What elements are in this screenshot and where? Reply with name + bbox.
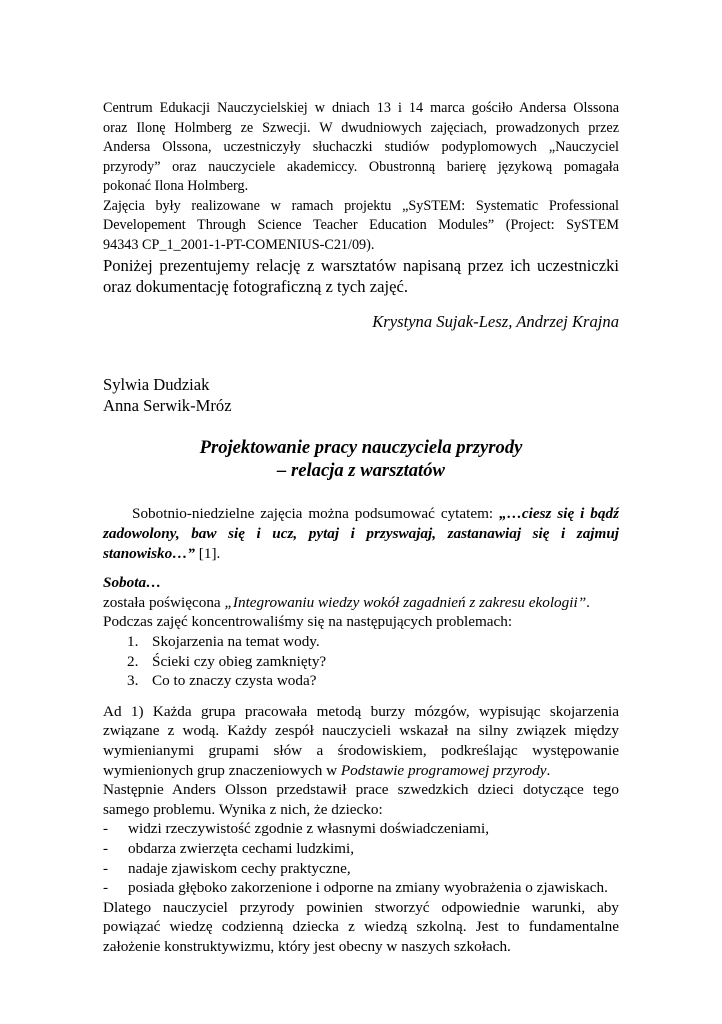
project-line: Developement Through Science Teacher Education Modules” (Project: SySTEM [103,217,619,233]
saturday-heading: Sobota… [103,574,162,592]
dash-bullet: - [103,879,109,897]
list-item [103,671,619,691]
list-item [103,632,619,652]
list-text: Ścieki czy obieg zamknięty? [152,652,327,670]
intro-line: przyrody” oraz nauczyciele akademiccy. Obustronną barierę językową pomagała [103,158,619,175]
article-title [103,436,619,482]
list-text: nadaje zjawiskom cechy praktyczne, [128,859,351,877]
opening-paragraph [103,504,619,563]
author-name: Sylwia Dudziak [103,375,210,395]
project-line: Zajęcia były realizowane w ramach projektu „SySTEM: Systematic Professional [103,197,619,214]
opening-lead: Sobotnio-niedzielne zajęcia można podsumować cytatem: [132,505,500,523]
list-text: Co to znaczy czysta woda? [152,672,317,690]
dash-bullet: - [103,820,109,838]
list-number: 1. [127,632,139,650]
document-content [103,99,619,956]
list-number: 3. [127,672,139,690]
intro-block [103,99,619,332]
editors-signature: Krystyna Sujak-Lesz, Andrzej Krajna [372,312,619,332]
list-item [103,878,619,898]
ad1-end: . [546,761,551,779]
topic-end: . [586,593,590,611]
presentation-line: Poniżej prezentujemy relację z warsztatów napisaną przez ich uczestniczki [103,256,619,275]
intro-line: oraz Ilonę Holmberg ze Szwecji. W dwudniowych zajęciach, prowadzonych przez [103,119,619,136]
list-number: 2. [127,652,139,670]
problem-list [103,632,619,691]
intro-line: Centrum Edukacji Nauczycielskiej w dniach 13 i 14 marca gościło Andersa Olssona [103,100,619,116]
list-text: posiada głęboko zakorzenione i odporne na zmiany wyobrażenia o zjawiskach. [128,879,608,897]
presentation-line: oraz dokumentację fotograficzną z tych zajęć. [103,277,408,297]
ad1-paragraph [103,702,619,780]
list-item [103,859,619,879]
dash-bullet: - [103,859,109,877]
olsson-paragraph: Następnie Anders Olsson przedstawił prace szwedzkich dzieci dotyczące tego samego problemu. Wynika z nich, że dziecko: [103,781,619,818]
article-authors [103,374,619,416]
list-text: Skojarzenia na temat wody. [152,632,320,650]
saturday-topic [103,593,619,613]
saturday-problems-intro: Podczas zajęć koncentrowaliśmy się na następujących problemach: [103,613,513,631]
conclusion-paragraph: Dlatego nauczyciel przyrody powinien stworzyć odpowiednie warunki, aby powiązać wiedzę codzienną dziecka z wiedzą szkolną. Jest to fundamentalne założenie konstruktywizmu, który jest obecny w naszych szkołach. [103,898,619,955]
list-item [103,839,619,859]
list-text: widzi rzeczywistość zgodnie z własnymi doświadczeniami, [128,820,490,838]
topic-lead: została poświęcona [103,593,225,611]
opening-quote: „…ciesz się i bądź zadowolony, baw się i ucz, pytaj i przyswajaj, zastanawiaj się i zajmuj stanowisko…” [103,505,620,562]
ad1-section [103,702,619,957]
ad1-italic: Podstawie programowej przyrody [340,761,547,779]
dash-bullet: - [103,839,109,857]
list-text: obdarza zwierzęta cechami ludzkimi, [128,839,355,857]
list-item [103,652,619,672]
project-line: 94343 CP_1_2001-1-PT-COMENIUS-C21/09). [103,236,375,253]
title-line: – relacja z warsztatów [277,460,445,482]
topic-italic: „Integrowaniu wiedzy wokół zagadnień z zakresu ekologii” [224,593,587,611]
ad1-lead: Ad 1) Każda grupa pracowała metodą burzy mózgów, wypisując skojarzenia związane z wodą. Każdy zespół nauczycieli wskazał na silny związek między wymienianymi grupami słów a środowiskiem, podkreślając występowanie wymienionych grup znaczeniowych w [103,702,619,779]
title-line: Projektowanie pracy nauczyciela przyrody [199,437,523,459]
author-name: Anna Serwik-Mróz [103,396,232,416]
list-item [103,819,619,839]
intro-line: pokonać Ilona Holmberg. [103,178,249,194]
saturday-section [103,573,619,691]
intro-line: Andersa Olssona, uczestniczyły słuchaczki studiów podyplomowych „Nauczyciel [103,139,619,155]
opening-reference: [1]. [195,544,221,562]
child-traits-list [103,819,619,897]
